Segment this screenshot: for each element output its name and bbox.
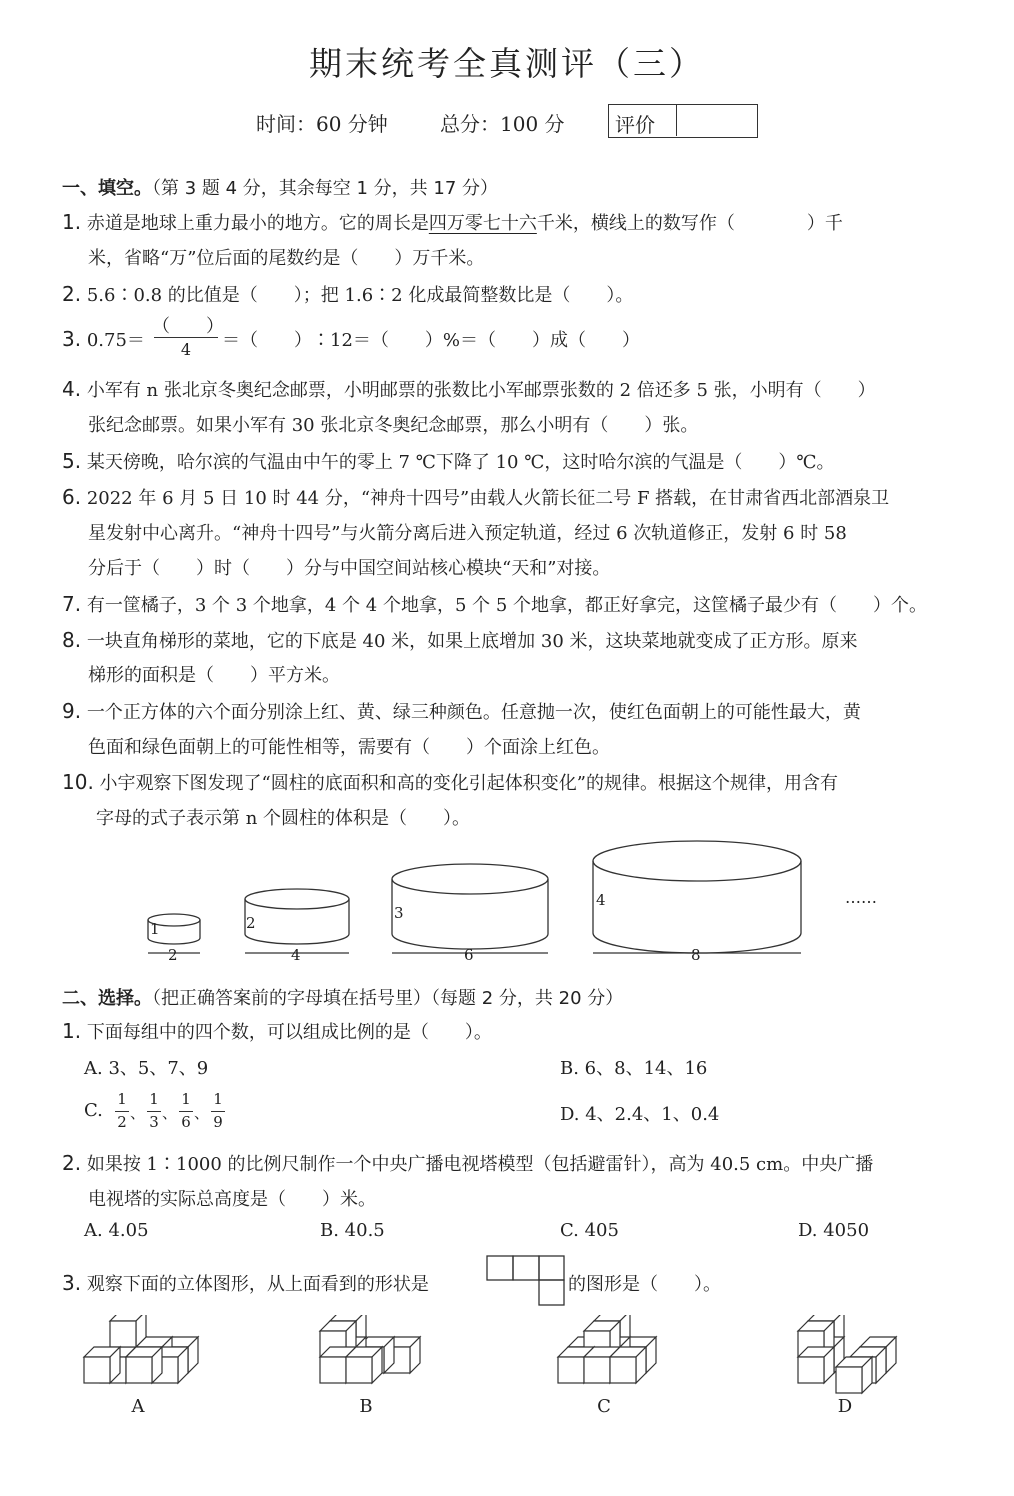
cylinder-1-diameter-label: 2 bbox=[168, 946, 178, 964]
underlined-number-words: 四万零七十六 bbox=[428, 213, 537, 234]
question-number: 5. bbox=[62, 449, 82, 473]
section-two-heading bbox=[62, 984, 623, 1010]
question-text-line: 字母的式子表示第 n 个圆柱的体积是（ ）。 bbox=[96, 808, 471, 829]
fill-question-2 bbox=[62, 281, 633, 307]
separator: 、 bbox=[162, 1104, 178, 1122]
cylinders-figure bbox=[0, 835, 1014, 970]
option-c: C. 405 bbox=[560, 1220, 619, 1241]
question-number: 2. bbox=[62, 1151, 82, 1175]
cube-figure-b bbox=[320, 1315, 420, 1383]
question-text-line: 星发射中心离升。“神舟十四号”与火箭分离后进入预定轨道，经过 6 次轨道修正，发射 6 时 58 bbox=[88, 523, 847, 544]
fraction-bar bbox=[154, 337, 218, 338]
fill-question-6 bbox=[62, 484, 889, 510]
page-title: 期末统考全真测评（三） bbox=[309, 44, 705, 83]
question-text-line: 米，省略“万”位后面的尾数约是（ ）万千米。 bbox=[88, 248, 485, 269]
fill-question-1 bbox=[62, 209, 843, 235]
fill-question-8 bbox=[62, 627, 858, 653]
fill-question-10 bbox=[62, 769, 838, 795]
question-text: 小军有 n 张北京冬奥纪念邮票，小明邮票的张数比小军邮票张数的 2 倍还多 5 张，小明有（ ） bbox=[86, 380, 876, 401]
question-number: 1. bbox=[62, 210, 82, 234]
question-text-line: 张纪念邮票。如果小军有 30 张北京冬奥纪念邮票，那么小明有（ ）张。 bbox=[88, 415, 699, 436]
fill-question-4 bbox=[62, 376, 876, 402]
question-text: 下面每组中的四个数，可以组成比例的是（ ）。 bbox=[86, 1022, 492, 1043]
cube-figure-c bbox=[558, 1315, 656, 1383]
question-text: 千米，横线上的数写作（ ）千 bbox=[536, 213, 843, 234]
cube-figure-a bbox=[84, 1315, 198, 1383]
question-text: 小宇观察下图发现了“圆柱的底面积和高的变化引起体积变化”的规律。根据这个规律，用含有 bbox=[99, 773, 838, 794]
question-text-line: 色面和绿色面朝上的可能性相等，需要有（ ）个面涂上红色。 bbox=[88, 737, 610, 758]
figure-label-d: D bbox=[837, 1396, 853, 1417]
option-a: A. 4.05 bbox=[84, 1220, 149, 1241]
cylinder-2-height-label: 2 bbox=[246, 914, 256, 932]
section-two-note: （把正确答案前的字母填在括号里）（每题 2 分，共 20 分） bbox=[152, 988, 624, 1009]
figure-label-a: A bbox=[131, 1396, 145, 1417]
question-text-line: 梯形的面积是（ ）平方米。 bbox=[88, 665, 340, 686]
question-number: 8. bbox=[62, 628, 82, 652]
sequence-ellipsis: …… bbox=[845, 888, 877, 907]
question-text: 的图形是（ ）。 bbox=[568, 1274, 721, 1295]
cylinder-2-diameter-label: 4 bbox=[291, 946, 301, 964]
question-number: 2. bbox=[62, 282, 82, 306]
cylinder-1-height-label: 1 bbox=[150, 920, 160, 938]
fill-question-7 bbox=[62, 591, 927, 617]
evaluation-label: 评价 bbox=[615, 113, 655, 137]
section-one-title: 一、填空。 bbox=[62, 178, 152, 199]
question-text: ＝（ ）∶12＝（ ）%＝（ ）成（ ） bbox=[222, 330, 641, 351]
section-two-title: 二、选择。 bbox=[62, 988, 152, 1009]
fraction-numerator: 1 bbox=[181, 1090, 191, 1108]
fraction-numerator: 1 bbox=[149, 1090, 159, 1108]
question-text-line: 电视塔的实际总高度是（ ）米。 bbox=[88, 1189, 376, 1210]
option-a: A. 3、5、7、9 bbox=[84, 1058, 209, 1079]
figure-label-c: C bbox=[597, 1396, 611, 1417]
fraction-numerator: 1 bbox=[117, 1090, 127, 1108]
question-text: 某天傍晚，哈尔滨的气温由中午的零上 7 ℃下降了 10 ℃，这时哈尔滨的气温是（ ）℃。 bbox=[86, 452, 835, 473]
question-number: 9. bbox=[62, 699, 82, 723]
question-text: 0.75＝ bbox=[86, 330, 145, 351]
question-text: 观察下面的立体图形，从上面看到的形状是 bbox=[86, 1274, 429, 1295]
cylinder-4 bbox=[593, 841, 801, 953]
cylinder-2 bbox=[245, 889, 349, 953]
question-number: 1. bbox=[62, 1019, 82, 1043]
exam-time: 时间：60 分钟 bbox=[256, 112, 388, 136]
evaluation-box bbox=[608, 104, 758, 138]
option-b: B. 40.5 bbox=[320, 1220, 385, 1241]
fraction-denominator: 6 bbox=[181, 1113, 191, 1131]
question-number: 3. bbox=[62, 1271, 82, 1295]
fraction-bar bbox=[211, 1111, 225, 1112]
section-one-note: （第 3 题 4 分，其余每空 1 分，共 17 分） bbox=[152, 178, 499, 199]
top-view-shape bbox=[486, 1255, 566, 1307]
option-d: D. 4050 bbox=[798, 1220, 870, 1241]
question-number: 7. bbox=[62, 592, 82, 616]
cube-figure-d bbox=[798, 1315, 896, 1393]
question-number: 4. bbox=[62, 377, 82, 401]
question-text: 赤道是地球上重力最小的地方。它的周长是 bbox=[86, 213, 429, 234]
question-text-line: 分后于（ ）时（ ）分与中国空间站核心模块“天和”对接。 bbox=[88, 558, 611, 579]
question-text: 如果按 1∶1000 的比例尺制作一个中央广播电视塔模型（包括避雷针），高为 40.5 cm。中央广播 bbox=[86, 1154, 874, 1175]
option-c-letter: C. bbox=[84, 1100, 103, 1121]
option-b: B. 6、8、14、16 bbox=[560, 1058, 708, 1079]
separator: 、 bbox=[194, 1104, 210, 1122]
fraction-denominator: 2 bbox=[117, 1113, 127, 1131]
fill-question-9 bbox=[62, 698, 861, 724]
cylinder-4-height-label: 4 bbox=[596, 891, 606, 909]
question-text: 一个正方体的六个面分别涂上红、黄、绿三种颜色。任意抛一次，使红色面朝上的可能性最大，黄 bbox=[86, 702, 861, 723]
exam-total-score: 总分：100 分 bbox=[440, 112, 565, 136]
choice-question-3 bbox=[62, 1270, 429, 1296]
question-text: 5.6∶0.8 的比值是（ ）；把 1.6∶2 化成最简整数比是（ ）。 bbox=[86, 285, 634, 306]
cube-figures bbox=[0, 1315, 1014, 1425]
cylinder-3-diameter-label: 6 bbox=[464, 946, 474, 964]
cylinder-4-diameter-label: 8 bbox=[691, 946, 701, 964]
fill-question-5 bbox=[62, 448, 834, 474]
option-d: D. 4、2.4、1、0.4 bbox=[560, 1104, 720, 1125]
fraction-numerator: （ ） bbox=[152, 316, 224, 337]
choice-question-2 bbox=[62, 1150, 873, 1176]
question-text: 一块直角梯形的菜地，它的下底是 40 米，如果上底增加 30 米，这块菜地就变成了正方形。原来 bbox=[86, 631, 858, 652]
section-one-heading bbox=[62, 174, 498, 200]
question-text: 2022 年 6 月 5 日 10 时 44 分，“神舟十四号”由载人火箭长征二号 F 搭载，在甘肃省西北部酒泉卫 bbox=[86, 488, 890, 509]
cylinder-3 bbox=[392, 864, 548, 953]
question-number: 3. bbox=[62, 327, 82, 351]
fraction-bar bbox=[179, 1111, 193, 1112]
fraction-bar bbox=[115, 1111, 129, 1112]
fraction-denominator: 9 bbox=[213, 1113, 223, 1131]
separator: 、 bbox=[130, 1104, 146, 1122]
question-number: 6. bbox=[62, 485, 82, 509]
fraction-denominator: 4 bbox=[180, 340, 192, 359]
figure-label-b: B bbox=[359, 1396, 373, 1417]
choice-question-1 bbox=[62, 1018, 492, 1044]
fill-question-3 bbox=[62, 326, 145, 352]
cylinder-3-height-label: 3 bbox=[394, 904, 404, 922]
question-text: 有一筐橘子，3 个 3 个地拿，4 个 4 个地拿，5 个 5 个地拿，都正好拿完，这筐橘子最少有（ ）个。 bbox=[86, 595, 928, 616]
evaluation-divider bbox=[676, 105, 677, 136]
question-number: 10. bbox=[62, 770, 94, 794]
fraction-bar bbox=[147, 1111, 161, 1112]
fraction-numerator: 1 bbox=[213, 1090, 223, 1108]
fraction-denominator: 3 bbox=[149, 1113, 159, 1131]
